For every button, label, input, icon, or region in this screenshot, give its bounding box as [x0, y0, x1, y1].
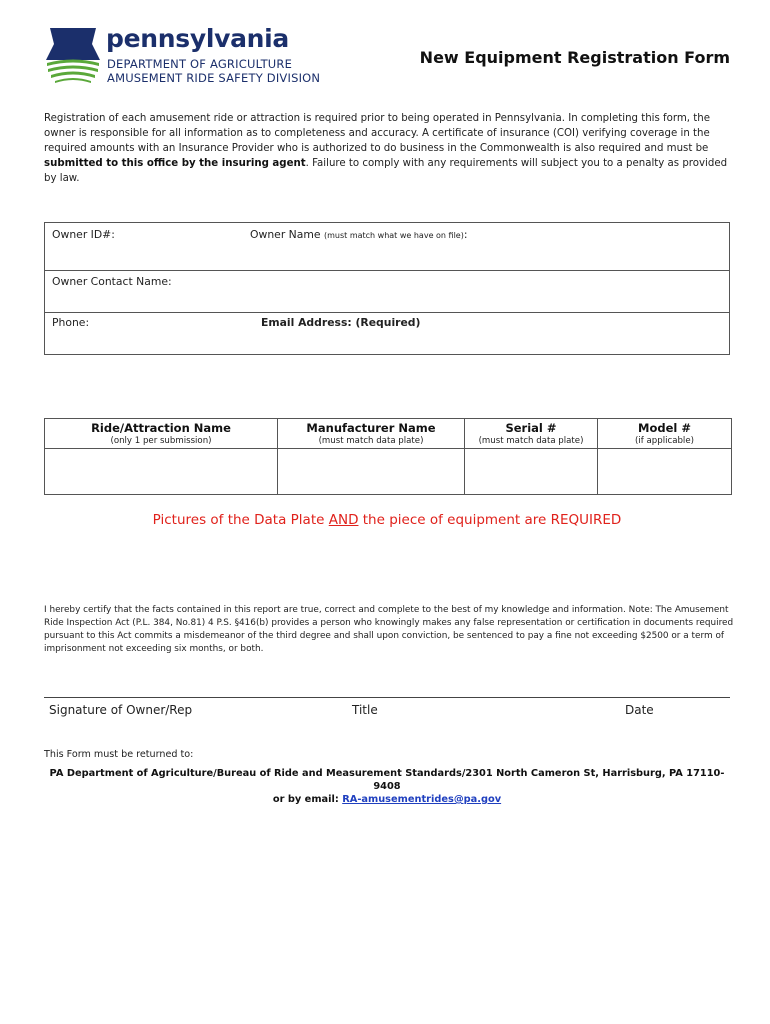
intro-bold-text: submitted to this office by the insuring agent [44, 158, 306, 169]
phone-label: Phone: [52, 316, 90, 329]
intro-text-2: . Failure to comply with any requirements will subject you to a penalty as provided by law. [44, 158, 728, 184]
division-name: AMUSEMENT RIDE SAFETY DIVISION [107, 71, 321, 85]
manufacturer-input-cell[interactable] [278, 449, 465, 495]
col-model-number [598, 419, 732, 449]
owner-contact-label: Owner Contact Name: [52, 275, 172, 288]
column-note: (if applicable) [635, 436, 694, 446]
email-link[interactable]: RA-amusementrides@pa.gov [342, 794, 502, 805]
owner-name-colon: : [463, 228, 468, 241]
table-row [45, 449, 732, 495]
owner-name-note: (must match what we have on file) [323, 231, 464, 240]
column-title: Serial # [505, 421, 557, 435]
signature-line[interactable] [44, 697, 730, 698]
intro-paragraph [44, 111, 730, 186]
owner-info-box [44, 222, 730, 355]
col-ride-attraction-name [45, 419, 278, 449]
email-label: Email Address: (Required) [261, 316, 421, 329]
return-label: This Form must be returned to: [44, 749, 194, 760]
column-title: Model # [638, 421, 691, 435]
model-input-cell[interactable] [598, 449, 732, 495]
col-manufacturer-name [278, 419, 465, 449]
return-address-line: PA Department of Agriculture/Bureau of Ride and Measurement Standards/2301 North Cameron St, Harrisburg, PA 17110-9408 [49, 768, 725, 792]
ride-attraction-table [44, 418, 732, 495]
phone-email-row[interactable] [45, 312, 729, 354]
certification-statement: I hereby certify that the facts contained in this report are true, correct and complete to the best of my knowledge and information. Note: The Amusement Ride Inspection Act (P.L. 384, No.81) 4 P.S. §416(b) provides a person who knowingly makes any false representation or certification in documents required pursuant to this Act commits a misdemeanor of the third degree and shall upon conviction, be sentenced to pay a fine not exceeding $2500 or a term of imprisonment not exceeding six months, or both. [44, 605, 734, 654]
col-serial-number [465, 419, 598, 449]
return-address [44, 767, 730, 806]
intro-text-1: Registration of each amusement ride or attraction is required prior to being operated in Pennsylvania. In completing this form, the owner is responsible for all information as to completeness and accuracy. A certificate of insurance (COI) verifying coverage in the required amounts with an Insurance Provider who is authorized to do business in the Commonwealth is also required and must be [44, 113, 711, 154]
department-name: DEPARTMENT OF AGRICULTURE [107, 57, 293, 71]
brand-name: pennsylvania [106, 24, 289, 53]
column-title: Manufacturer Name [306, 421, 436, 435]
column-title: Ride/Attraction Name [91, 421, 231, 435]
req-text-2: the piece of equipment are REQUIRED [358, 512, 622, 528]
table-header-row [45, 419, 732, 449]
req-text-1: Pictures of the Data Plate [152, 512, 329, 528]
column-note: (must match data plate) [318, 436, 424, 446]
signature-title-label: Title [352, 703, 378, 717]
return-email-line [44, 793, 730, 806]
return-email-prefix: or by email: [272, 794, 343, 805]
column-note: (only 1 per submission) [110, 436, 212, 446]
owner-id-name-row[interactable] [45, 223, 729, 271]
serial-input-cell[interactable] [465, 449, 598, 495]
signature-date-label: Date [625, 703, 654, 717]
owner-name-label [250, 228, 468, 241]
pennsylvania-keystone-logo [44, 26, 102, 84]
owner-contact-row[interactable] [45, 270, 729, 313]
column-note: (must match data plate) [478, 436, 584, 446]
ride-name-input-cell[interactable] [45, 449, 278, 495]
owner-id-label: Owner ID#: [52, 228, 115, 241]
form-title: New Equipment Registration Form [419, 48, 730, 67]
req-and-text: AND [328, 512, 359, 528]
owner-name-label-text: Owner Name [250, 228, 321, 241]
pictures-required-note [44, 512, 730, 528]
signature-owner-label: Signature of Owner/Rep [49, 703, 193, 717]
